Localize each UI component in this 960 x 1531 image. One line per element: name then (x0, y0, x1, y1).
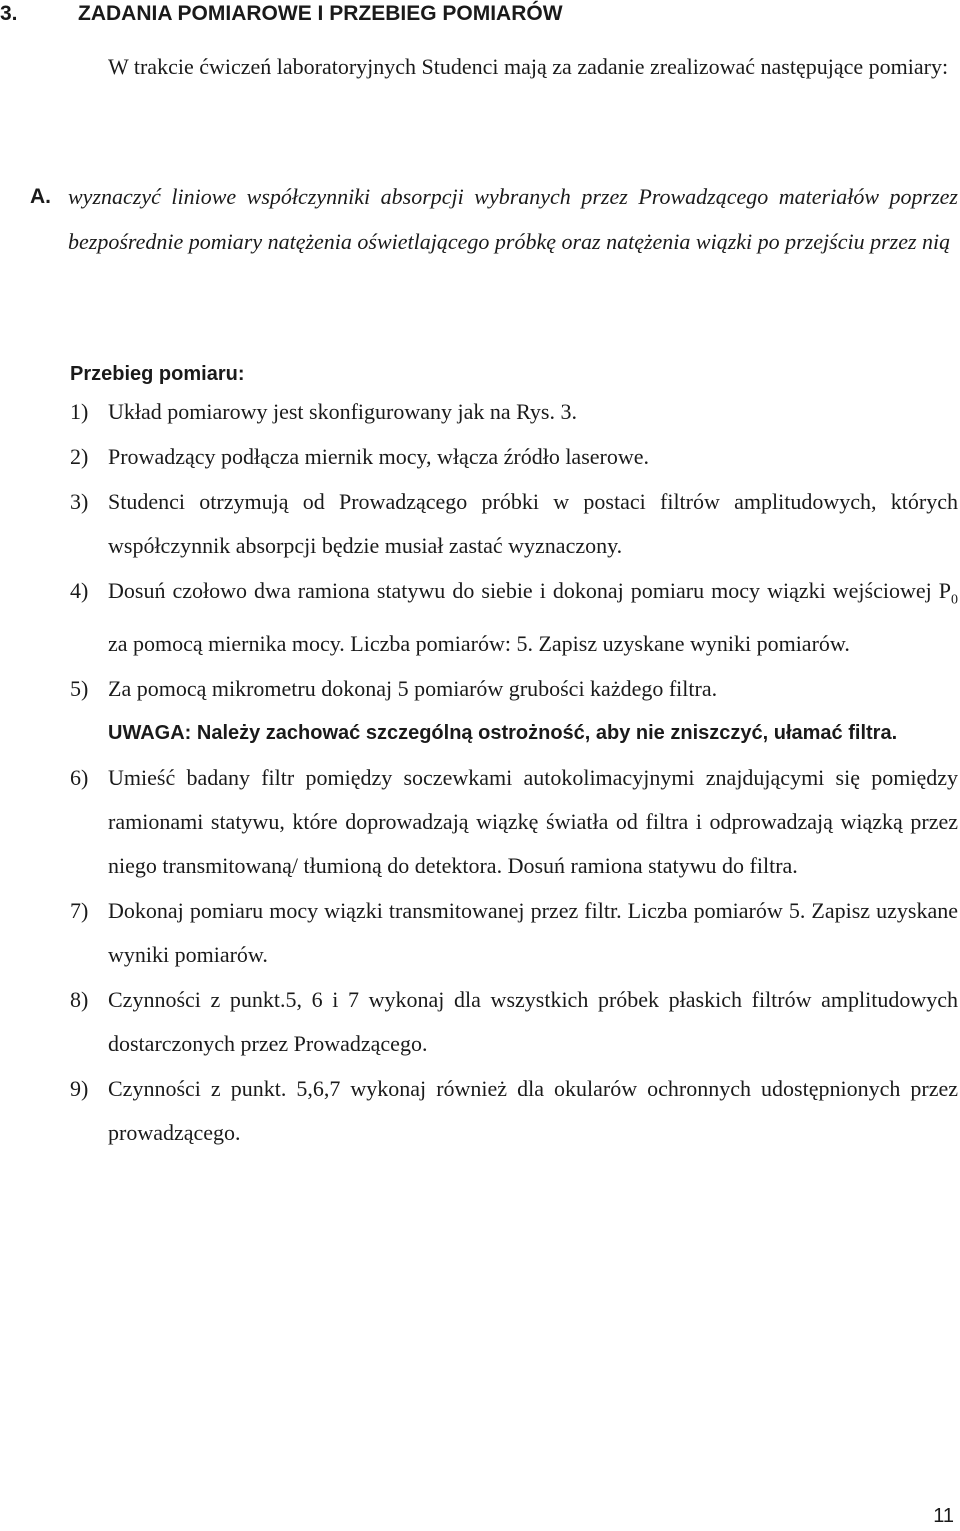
step-text: Prowadzący podłącza miernik mocy, włącza źródło laserowe. (108, 444, 649, 469)
task-a (30, 174, 958, 264)
page-number: 11 (933, 1505, 954, 1527)
section-title: ZADANIA POMIAROWE I PRZEBIEG POMIARÓW (78, 2, 563, 25)
step-subscript: 0 (951, 592, 958, 608)
step-number: 3) (70, 489, 89, 514)
procedure-step (70, 1067, 958, 1155)
task-a-text: wyznaczyć liniowe współczynniki absorpcji wybranych przez Prowadzącego materiałów poprzez bezpośrednie pomiary natężenia oświetlającego próbkę oraz natężenia wiązki po przejściu przez nią (68, 184, 958, 254)
step-number: 6) (70, 765, 89, 791)
step-text: Dosuń czołowo dwa ramiona statywu do siebie i dokonaj pomiaru mocy wiązki wejściowej P (108, 578, 951, 603)
step-number: 2) (70, 444, 89, 469)
step-text: Dokonaj pomiaru mocy wiązki transmitowanej przez filtr. Liczba pomiarów 5. Zapisz uzyskane wyniki pomiarów. (108, 898, 958, 968)
task-a-label: A. (30, 185, 51, 208)
step-text: Czynności z punkt. 5,6,7 wykonaj również dla okularów ochronnych udostępnionych przez prowadzącego. (108, 1076, 958, 1146)
step-text: Umieść badany filtr pomiędzy soczewkami autokolimacyjnymi znajdującymi się pomiędzy ramionami statywu, które doprowadzają wiązkę światła od filtra i odprowadzają wiązką przez niego transmitowaną/ tłumioną do detektora. Dosuń ramiona statywu do filtra. (108, 765, 958, 879)
step-number: 8) (70, 987, 89, 1013)
procedure-step (70, 978, 958, 1066)
step-number: 9) (70, 1076, 89, 1102)
section-number: 3. (0, 2, 18, 25)
step-text: Za pomocą mikrometru dokonaj 5 pomiarów grubości każdego filtra. (108, 676, 718, 702)
procedure-step (70, 390, 958, 434)
step-text-continued: za pomocą miernika mocy. Liczba pomiarów: 5. Zapisz uzyskane wyniki pomiarów. (108, 631, 850, 657)
step-text: Czynności z punkt.5, 6 i 7 wykonaj dla wszystkich próbek płaskich filtrów amplitudowych dostarczonych przez Prowadzącego. (108, 987, 958, 1057)
step-number: 7) (70, 898, 89, 924)
step-number: 1) (70, 399, 89, 424)
procedure-step (70, 435, 958, 479)
step-text: Studenci otrzymują od Prowadzącego próbki w postaci filtrów amplitudowych, których współczynnik absorpcji będzie musiał zastać wyznaczony. (108, 489, 958, 558)
warning-text: UWAGA: Należy zachować szczególną ostrożność, aby nie zniszczyć, ułamać filtra. (108, 722, 898, 745)
procedure-step (70, 569, 958, 666)
procedure-heading: Przebieg pomiaru: (70, 363, 245, 385)
step-number: 4) (70, 578, 89, 603)
step-text: Układ pomiarowy jest skonfigurowany jak na Rys. 3. (108, 399, 577, 424)
procedure-step (70, 889, 958, 977)
procedure-steps (70, 390, 958, 1156)
procedure-step (70, 667, 958, 755)
step-number: 5) (70, 676, 89, 702)
procedure-step (70, 756, 958, 888)
procedure-step (70, 480, 958, 568)
section-heading (0, 2, 563, 26)
intro-paragraph: W trakcie ćwiczeń laboratoryjnych Studenci mają za zadanie zrealizować następujące pomiary: (108, 54, 949, 79)
